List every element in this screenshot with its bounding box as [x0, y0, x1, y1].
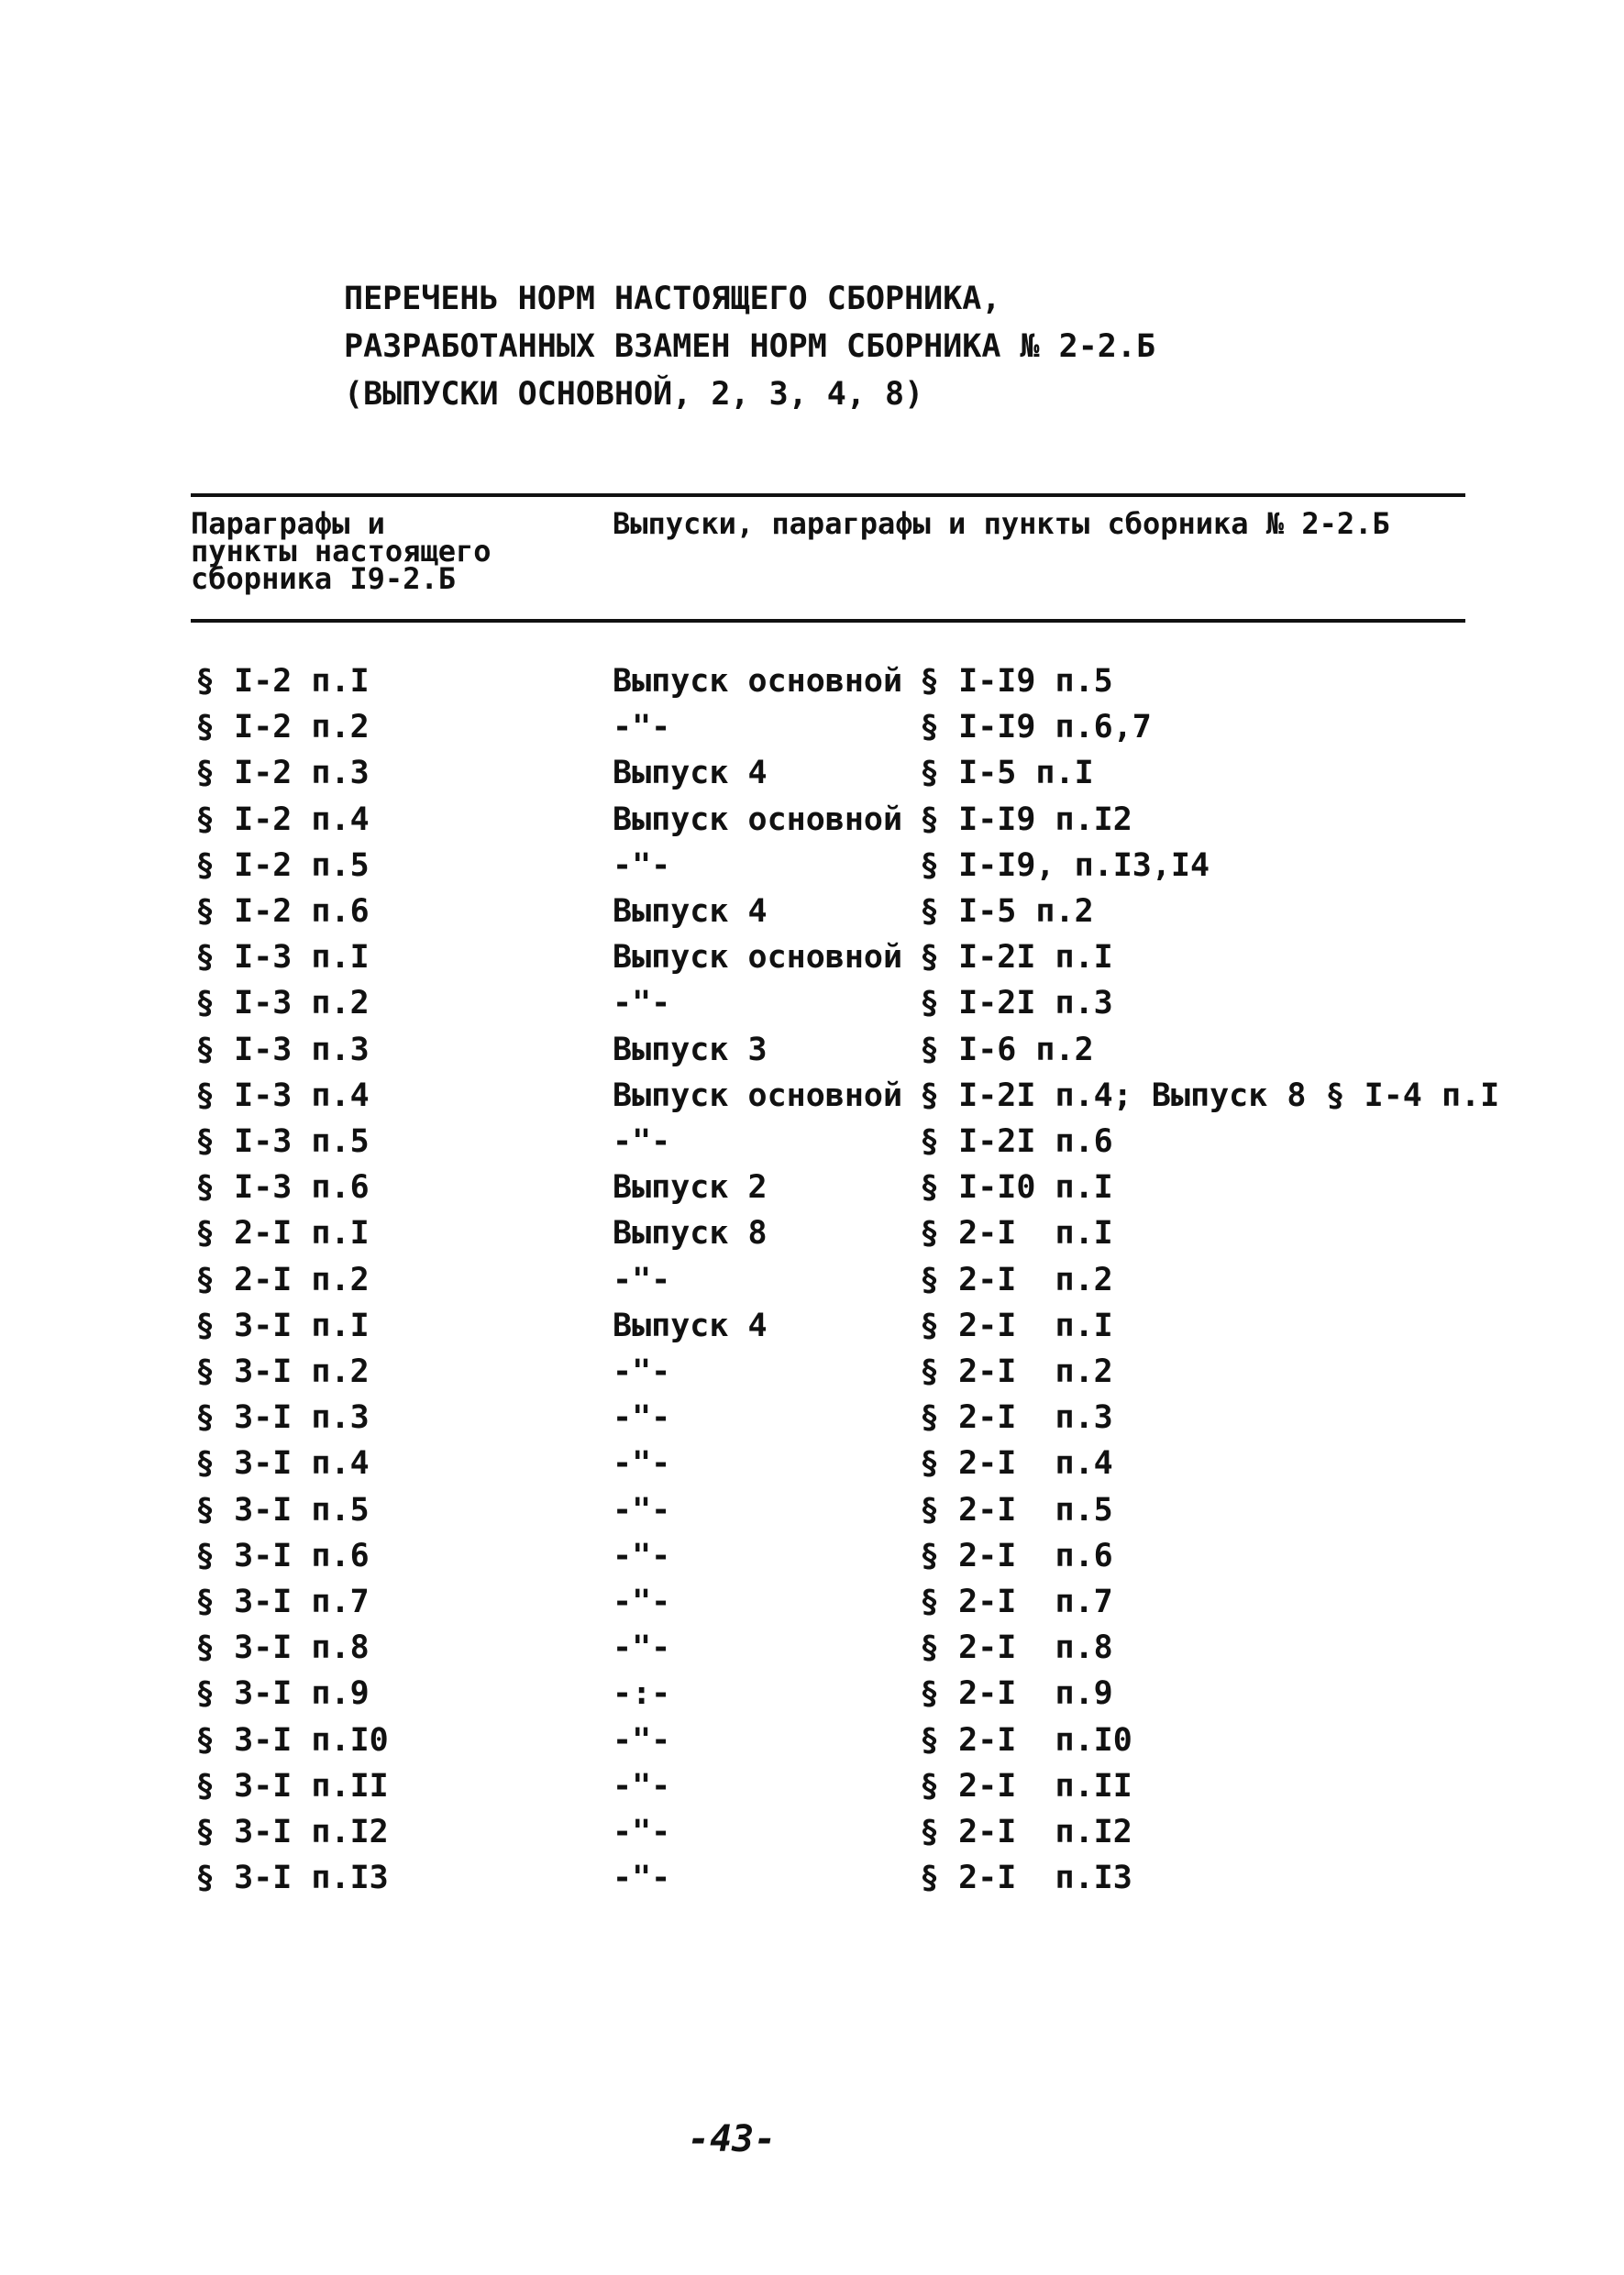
row-source-reference: § 2-I п.I [920, 1215, 1113, 1253]
table-row [0, 1123, 1624, 1169]
row-issue: -"- [613, 1629, 671, 1667]
table-header-rule [191, 619, 1465, 623]
row-issue: Выпуск 8 [613, 1215, 768, 1253]
row-issue: -"- [613, 1721, 671, 1759]
row-current-paragraph: § I-2 п.4 [195, 801, 370, 838]
table-row [0, 663, 1624, 709]
row-current-paragraph: § I-3 п.I [195, 939, 370, 977]
table-row [0, 801, 1624, 847]
row-issue: -"- [613, 1584, 671, 1620]
table-row [0, 1077, 1624, 1123]
row-source-reference: § I-I9, п.I3,I4 [920, 846, 1210, 884]
row-source-reference: § 2-I п.I3 [920, 1860, 1132, 1897]
row-current-paragraph: § 3-I п.8 [195, 1629, 370, 1667]
row-issue: -"- [613, 709, 671, 746]
row-issue: -"- [613, 1123, 671, 1160]
row-current-paragraph: § I-2 п.6 [195, 893, 370, 930]
row-issue: Выпуск 4 [613, 1307, 768, 1344]
table-row [0, 1215, 1624, 1261]
table-row [0, 893, 1624, 939]
row-source-reference: § I-2I п.3 [920, 985, 1113, 1022]
row-current-paragraph: § 3-I п.7 [195, 1584, 370, 1620]
table-row [0, 1538, 1624, 1584]
row-current-paragraph: § 3-I п.I3 [195, 1860, 389, 1897]
row-issue: -"- [613, 1814, 671, 1850]
row-source-reference: § I-6 п.2 [920, 1031, 1094, 1068]
row-source-reference: § 2-I п.I [920, 1307, 1113, 1344]
header-col-current-line: сборника I9-2.Б [191, 561, 456, 596]
row-source-reference: § I-2I п.6 [920, 1123, 1113, 1160]
document-title [344, 275, 1155, 418]
table-row [0, 1584, 1624, 1629]
row-source-reference: § I-I9 п.6,7 [920, 709, 1152, 746]
table-row [0, 1722, 1624, 1768]
table-row [0, 1353, 1624, 1399]
table-row [0, 1768, 1624, 1814]
header-col-current-line: Параграфы и [191, 506, 385, 541]
title-line: ПЕРЕЧЕНЬ НОРМ НАСТОЯЩЕГО СБОРНИКА, [344, 281, 1001, 317]
row-current-paragraph: § 3-I п.I2 [195, 1814, 389, 1850]
row-issue: Выпуск 4 [613, 893, 768, 930]
row-source-reference: § 2-I п.6 [920, 1537, 1113, 1574]
row-current-paragraph: § I-2 п.3 [195, 755, 370, 792]
row-current-paragraph: § I-3 п.3 [195, 1031, 370, 1068]
table-row [0, 1629, 1624, 1675]
row-issue: -"- [613, 1399, 671, 1437]
table-row [0, 1814, 1624, 1860]
row-current-paragraph: § 3-I п.II [195, 1767, 389, 1805]
row-source-reference: § I-2I п.I [920, 939, 1113, 977]
row-issue: Выпуск основной [613, 1077, 903, 1114]
table-row [0, 1399, 1624, 1445]
row-current-paragraph: § I-3 п.5 [195, 1123, 370, 1160]
row-source-reference: § 2-I п.2 [920, 1261, 1113, 1298]
row-source-reference: § 2-I п.5 [920, 1491, 1113, 1529]
row-issue: -"- [613, 1537, 671, 1574]
row-source-reference: § 2-I п.3 [920, 1399, 1113, 1437]
table-row [0, 1860, 1624, 1905]
row-current-paragraph: § I-2 п.5 [195, 846, 370, 884]
row-current-paragraph: § I-2 п.2 [195, 709, 370, 746]
row-source-reference: § 2-I п.II [920, 1767, 1132, 1805]
row-current-paragraph: § I-3 п.6 [195, 1169, 370, 1207]
table-row [0, 1445, 1624, 1491]
title-line: РАЗРАБОТАННЫХ ВЗАМЕН НОРМ СБОРНИКА № 2-2.Б [344, 328, 1156, 365]
row-current-paragraph: § 2-I п.I [195, 1215, 370, 1253]
row-source-reference: § I-I9 п.I2 [920, 801, 1132, 838]
row-issue: Выпуск 4 [613, 755, 768, 792]
row-current-paragraph: § 3-I п.5 [195, 1491, 370, 1529]
page-number: -43- [688, 2118, 777, 2160]
table-row [0, 709, 1624, 755]
row-source-reference: § 2-I п.9 [920, 1675, 1113, 1713]
table-row [0, 1308, 1624, 1353]
table-top-rule [191, 493, 1465, 497]
row-issue: -"- [613, 1261, 671, 1298]
row-source-reference: § 2-I п.I0 [920, 1721, 1132, 1759]
row-current-paragraph: § 3-I п.9 [195, 1675, 370, 1713]
table-row [0, 1032, 1624, 1077]
header-col-current-line: пункты настоящего [191, 534, 492, 569]
row-current-paragraph: § 3-I п.I0 [195, 1721, 389, 1759]
row-current-paragraph: § 2-I п.2 [195, 1261, 370, 1298]
row-issue: -"- [613, 1445, 671, 1483]
table-row [0, 755, 1624, 801]
row-issue: -"- [613, 846, 671, 884]
row-source-reference: § I-2I п.4; Выпуск 8 § I-4 п.I [920, 1077, 1500, 1114]
row-current-paragraph: § 3-I п.4 [195, 1445, 370, 1483]
row-issue: Выпуск основной [613, 801, 903, 838]
row-issue: Выпуск основной [613, 663, 903, 700]
row-issue: Выпуск 2 [613, 1169, 768, 1207]
table-row [0, 847, 1624, 893]
row-current-paragraph: § 3-I п.3 [195, 1399, 370, 1437]
row-issue: -:- [613, 1675, 671, 1713]
table-row [0, 939, 1624, 985]
row-issue: Выпуск 3 [613, 1031, 768, 1068]
row-source-reference: § I-5 п.I [920, 755, 1094, 792]
table-row [0, 1262, 1624, 1308]
table-row [0, 1675, 1624, 1721]
row-issue: -"- [613, 1860, 671, 1897]
row-current-paragraph: § 3-I п.6 [195, 1537, 370, 1574]
row-current-paragraph: § 3-I п.2 [195, 1353, 370, 1390]
row-current-paragraph: § I-3 п.2 [195, 985, 370, 1022]
row-source-reference: § 2-I п.I2 [920, 1814, 1132, 1850]
row-source-reference: § 2-I п.4 [920, 1445, 1113, 1483]
row-source-reference: § I-I9 п.5 [920, 663, 1113, 700]
table-row [0, 1492, 1624, 1538]
row-issue: -"- [613, 1767, 671, 1805]
title-line: (ВЫПУСКИ ОСНОВНОЙ, 2, 3, 4, 8) [344, 376, 924, 413]
row-current-paragraph: § I-3 п.4 [195, 1077, 370, 1114]
row-source-reference: § I-5 п.2 [920, 893, 1094, 930]
row-source-reference: § 2-I п.7 [920, 1584, 1113, 1620]
header-col-source: Выпуски, параграфы и пункты сборника № 2-2.Б [613, 506, 1390, 541]
row-issue: -"- [613, 1491, 671, 1529]
row-current-paragraph: § I-2 п.I [195, 663, 370, 700]
row-source-reference: § I-I0 п.I [920, 1169, 1113, 1207]
row-issue: Выпуск основной [613, 939, 903, 977]
row-source-reference: § 2-I п.8 [920, 1629, 1113, 1667]
header-col-current [191, 506, 492, 596]
table-row [0, 985, 1624, 1031]
row-issue: -"- [613, 985, 671, 1022]
row-issue: -"- [613, 1353, 671, 1390]
row-current-paragraph: § 3-I п.I [195, 1307, 370, 1344]
row-source-reference: § 2-I п.2 [920, 1353, 1113, 1390]
table-row [0, 1169, 1624, 1215]
